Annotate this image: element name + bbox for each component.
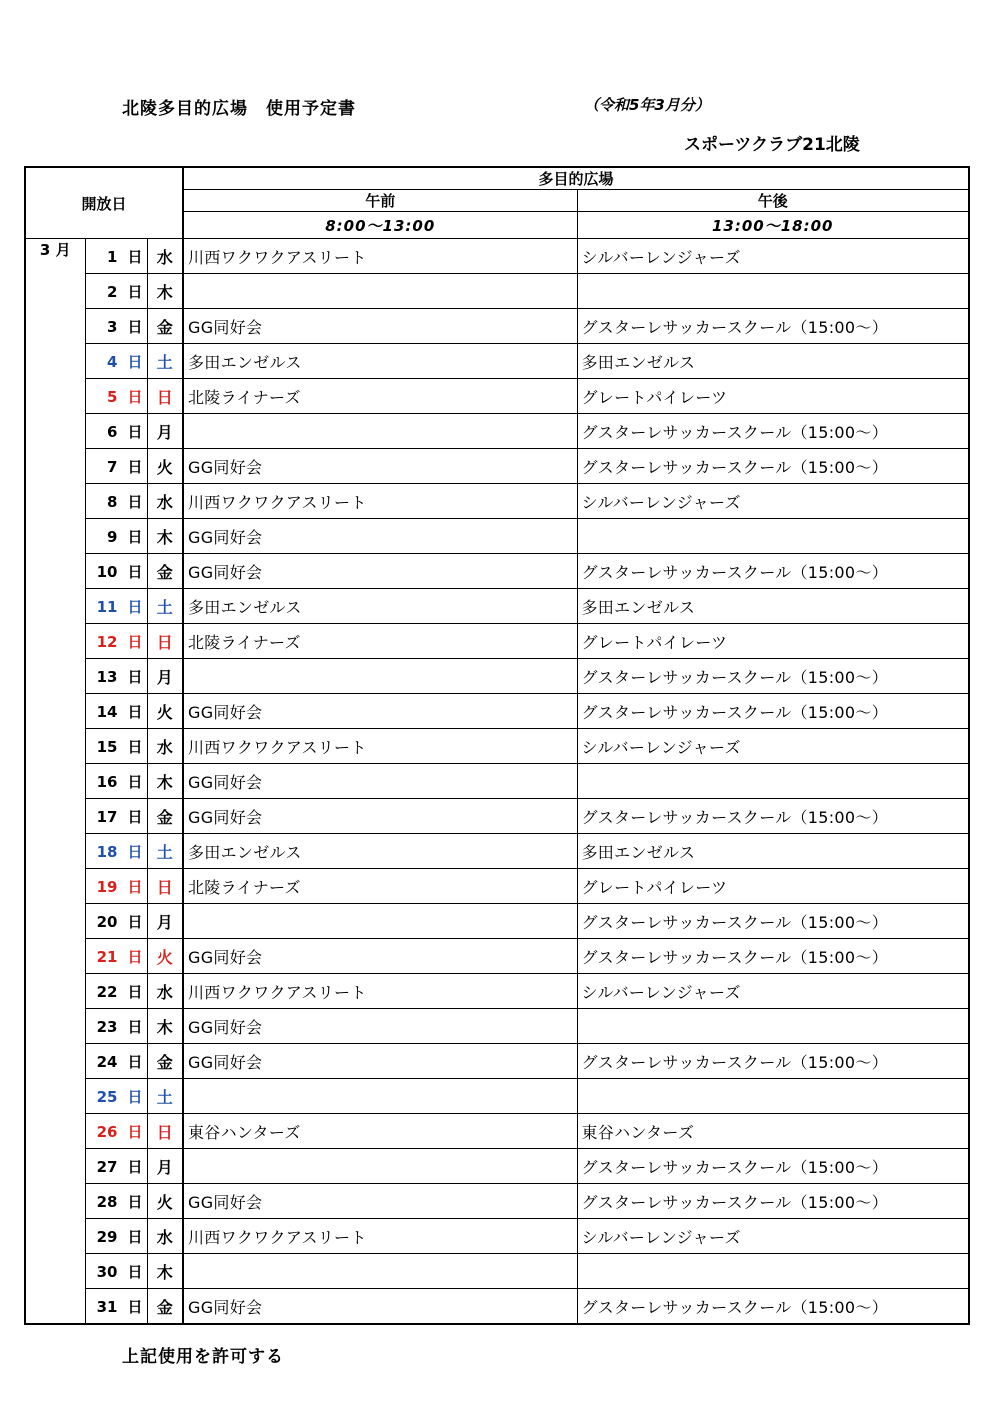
pm-booking-cell: シルバーレンジャーズ xyxy=(577,1219,969,1254)
day-suffix: 日 xyxy=(127,667,143,686)
pm-booking-cell: グスターレサッカースクール（15:00～） xyxy=(577,449,969,484)
am-booking-cell: GG同好会 xyxy=(183,1184,577,1219)
pm-booking-cell: グスターレサッカースクール（15:00～） xyxy=(577,904,969,939)
weekday-cell: 金 xyxy=(147,799,183,834)
schedule-row xyxy=(25,694,969,729)
facility-header: 多目的広場 xyxy=(183,167,969,190)
pm-booking-cell: シルバーレンジャーズ xyxy=(577,974,969,1009)
schedule-row xyxy=(25,1289,969,1325)
period-label: （令和5年3月分） xyxy=(584,96,710,114)
day-number-cell xyxy=(85,1289,147,1325)
day-number-cell xyxy=(85,554,147,589)
day-number: 16 xyxy=(96,772,118,791)
day-number: 24 xyxy=(96,1052,118,1071)
day-number: 13 xyxy=(96,667,118,686)
day-number-cell xyxy=(85,414,147,449)
pm-booking-cell: グスターレサッカースクール（15:00～） xyxy=(577,799,969,834)
schedule-row xyxy=(25,1149,969,1184)
schedule-row xyxy=(25,1044,969,1079)
am-booking-cell: 北陵ライナーズ xyxy=(183,624,577,659)
pm-booking-cell: グスターレサッカースクール（15:00～） xyxy=(577,659,969,694)
schedule-row xyxy=(25,799,969,834)
schedule-row xyxy=(25,729,969,764)
weekday-cell: 火 xyxy=(147,449,183,484)
day-suffix: 日 xyxy=(127,597,143,616)
day-number: 15 xyxy=(96,737,118,756)
weekday-cell: 水 xyxy=(147,239,183,274)
am-booking-cell xyxy=(183,1254,577,1289)
day-number-cell xyxy=(85,1149,147,1184)
day-number-cell xyxy=(85,694,147,729)
am-booking-cell: 北陵ライナーズ xyxy=(183,379,577,414)
day-number: 12 xyxy=(96,632,118,651)
pm-booking-cell: グスターレサッカースクール（15:00～） xyxy=(577,1184,969,1219)
pm-booking-cell: グスターレサッカースクール（15:00～） xyxy=(577,1149,969,1184)
day-suffix: 日 xyxy=(127,1297,143,1316)
am-booking-cell: 東谷ハンターズ xyxy=(183,1114,577,1149)
am-booking-cell: GG同好会 xyxy=(183,1044,577,1079)
day-number: 25 xyxy=(96,1087,118,1106)
day-number-cell xyxy=(85,799,147,834)
schedule-row xyxy=(25,239,969,274)
am-booking-cell: 川西ワクワクアスリート xyxy=(183,729,577,764)
pm-booking-cell: グスターレサッカースクール（15:00～） xyxy=(577,939,969,974)
day-number: 2 xyxy=(107,282,118,301)
day-number-cell xyxy=(85,274,147,309)
day-number-cell xyxy=(85,239,147,274)
schedule-row xyxy=(25,659,969,694)
day-suffix: 日 xyxy=(127,807,143,826)
weekday-cell: 木 xyxy=(147,1009,183,1044)
day-number: 30 xyxy=(96,1262,118,1281)
day-number-cell xyxy=(85,939,147,974)
weekday-cell: 月 xyxy=(147,659,183,694)
day-number: 3 xyxy=(107,317,118,336)
weekday-cell: 金 xyxy=(147,1289,183,1325)
am-booking-cell: GG同好会 xyxy=(183,799,577,834)
day-number: 21 xyxy=(96,947,118,966)
weekday-cell: 土 xyxy=(147,589,183,624)
pm-time-header: 13:00～18:00 xyxy=(577,212,969,239)
weekday-cell: 日 xyxy=(147,869,183,904)
am-booking-cell: 川西ワクワクアスリート xyxy=(183,484,577,519)
am-booking-cell: GG同好会 xyxy=(183,939,577,974)
am-booking-cell: 多田エンゼルス xyxy=(183,834,577,869)
am-booking-cell: 川西ワクワクアスリート xyxy=(183,1219,577,1254)
am-booking-cell xyxy=(183,1149,577,1184)
pm-booking-cell: グレートパイレーツ xyxy=(577,869,969,904)
schedule-row xyxy=(25,1114,969,1149)
weekday-cell: 火 xyxy=(147,1184,183,1219)
day-number-cell xyxy=(85,1009,147,1044)
pm-booking-cell: 東谷ハンターズ xyxy=(577,1114,969,1149)
schedule-row xyxy=(25,414,969,449)
day-suffix: 日 xyxy=(127,877,143,896)
weekday-cell: 木 xyxy=(147,1254,183,1289)
organization-name: スポーツクラブ21北陵 xyxy=(684,135,860,155)
day-number: 31 xyxy=(96,1297,118,1316)
day-number-cell xyxy=(85,729,147,764)
day-suffix: 日 xyxy=(127,982,143,1001)
am-booking-cell: 川西ワクワクアスリート xyxy=(183,239,577,274)
day-suffix: 日 xyxy=(127,352,143,371)
day-number: 4 xyxy=(107,352,118,371)
schedule-row xyxy=(25,624,969,659)
schedule-row xyxy=(25,904,969,939)
pm-booking-cell: 多田エンゼルス xyxy=(577,589,969,624)
weekday-cell: 日 xyxy=(147,624,183,659)
document-title: 北陵多目的広場 使用予定書 xyxy=(122,99,356,119)
day-suffix: 日 xyxy=(127,562,143,581)
pm-booking-cell xyxy=(577,1009,969,1044)
day-number-cell xyxy=(85,449,147,484)
am-booking-cell: GG同好会 xyxy=(183,764,577,799)
day-number-cell xyxy=(85,1184,147,1219)
day-suffix: 日 xyxy=(127,1017,143,1036)
am-booking-cell: GG同好会 xyxy=(183,694,577,729)
schedule-row xyxy=(25,484,969,519)
day-suffix: 日 xyxy=(127,282,143,301)
day-suffix: 日 xyxy=(127,947,143,966)
day-suffix: 日 xyxy=(127,247,143,266)
day-number: 9 xyxy=(107,527,118,546)
pm-booking-cell xyxy=(577,519,969,554)
am-booking-cell: GG同好会 xyxy=(183,1009,577,1044)
day-number-cell xyxy=(85,764,147,799)
day-number-cell xyxy=(85,1114,147,1149)
am-booking-cell: GG同好会 xyxy=(183,554,577,589)
pm-booking-cell xyxy=(577,1079,969,1114)
day-number: 20 xyxy=(96,912,118,931)
weekday-cell: 金 xyxy=(147,1044,183,1079)
am-booking-cell: GG同好会 xyxy=(183,1289,577,1325)
day-suffix: 日 xyxy=(127,527,143,546)
am-booking-cell xyxy=(183,904,577,939)
am-booking-cell: GG同好会 xyxy=(183,519,577,554)
open-day-header: 開放日 xyxy=(25,167,183,239)
day-number-cell xyxy=(85,659,147,694)
weekday-cell: 木 xyxy=(147,519,183,554)
day-suffix: 日 xyxy=(127,737,143,756)
day-number: 1 xyxy=(107,247,118,266)
day-number: 17 xyxy=(96,807,118,826)
day-number-cell xyxy=(85,1079,147,1114)
schedule-table xyxy=(24,166,970,1325)
schedule-row xyxy=(25,1009,969,1044)
day-number-cell xyxy=(85,904,147,939)
weekday-cell: 火 xyxy=(147,694,183,729)
schedule-row xyxy=(25,1254,969,1289)
schedule-row xyxy=(25,274,969,309)
pm-booking-cell xyxy=(577,274,969,309)
day-number: 27 xyxy=(96,1157,118,1176)
am-booking-cell: GG同好会 xyxy=(183,309,577,344)
pm-booking-cell: シルバーレンジャーズ xyxy=(577,484,969,519)
am-header: 午前 xyxy=(183,190,577,212)
day-number: 22 xyxy=(96,982,118,1001)
day-number: 14 xyxy=(96,702,118,721)
day-suffix: 日 xyxy=(127,702,143,721)
weekday-cell: 土 xyxy=(147,1079,183,1114)
day-suffix: 日 xyxy=(127,1157,143,1176)
day-suffix: 日 xyxy=(127,912,143,931)
day-number-cell xyxy=(85,379,147,414)
day-suffix: 日 xyxy=(127,387,143,406)
am-booking-cell: 多田エンゼルス xyxy=(183,589,577,624)
weekday-cell: 月 xyxy=(147,1149,183,1184)
pm-booking-cell: グレートパイレーツ xyxy=(577,624,969,659)
day-suffix: 日 xyxy=(127,632,143,651)
weekday-cell: 水 xyxy=(147,729,183,764)
day-suffix: 日 xyxy=(127,1227,143,1246)
weekday-cell: 水 xyxy=(147,974,183,1009)
schedule-row xyxy=(25,869,969,904)
am-booking-cell: 北陵ライナーズ xyxy=(183,869,577,904)
pm-booking-cell: グスターレサッカースクール（15:00～） xyxy=(577,694,969,729)
schedule-row xyxy=(25,1219,969,1254)
day-number: 7 xyxy=(107,457,118,476)
schedule-row xyxy=(25,554,969,589)
day-number: 23 xyxy=(96,1017,118,1036)
day-number: 18 xyxy=(96,842,118,861)
pm-booking-cell: シルバーレンジャーズ xyxy=(577,729,969,764)
pm-booking-cell: グスターレサッカースクール（15:00～） xyxy=(577,554,969,589)
weekday-cell: 木 xyxy=(147,764,183,799)
schedule-row xyxy=(25,939,969,974)
day-number: 11 xyxy=(96,597,118,616)
weekday-cell: 土 xyxy=(147,834,183,869)
schedule-row xyxy=(25,519,969,554)
day-number-cell xyxy=(85,834,147,869)
pm-booking-cell: グスターレサッカースクール（15:00～） xyxy=(577,414,969,449)
day-number: 29 xyxy=(96,1227,118,1246)
am-booking-cell: 川西ワクワクアスリート xyxy=(183,974,577,1009)
schedule-row xyxy=(25,379,969,414)
schedule-row xyxy=(25,449,969,484)
day-suffix: 日 xyxy=(127,457,143,476)
pm-booking-cell: グレートパイレーツ xyxy=(577,379,969,414)
weekday-cell: 火 xyxy=(147,939,183,974)
day-suffix: 日 xyxy=(127,772,143,791)
schedule-row xyxy=(25,344,969,379)
day-number: 19 xyxy=(96,877,118,896)
pm-header: 午後 xyxy=(577,190,969,212)
weekday-cell: 木 xyxy=(147,274,183,309)
weekday-cell: 土 xyxy=(147,344,183,379)
day-number-cell xyxy=(85,869,147,904)
day-suffix: 日 xyxy=(127,1192,143,1211)
weekday-cell: 金 xyxy=(147,309,183,344)
day-number-cell xyxy=(85,974,147,1009)
day-number-cell xyxy=(85,1044,147,1079)
month-cell: 3 月 xyxy=(25,239,85,1325)
weekday-cell: 日 xyxy=(147,1114,183,1149)
day-suffix: 日 xyxy=(127,492,143,511)
am-booking-cell xyxy=(183,1079,577,1114)
day-suffix: 日 xyxy=(127,422,143,441)
day-number-cell xyxy=(85,1254,147,1289)
pm-booking-cell xyxy=(577,764,969,799)
pm-booking-cell: 多田エンゼルス xyxy=(577,834,969,869)
day-suffix: 日 xyxy=(127,1262,143,1281)
pm-booking-cell: グスターレサッカースクール（15:00～） xyxy=(577,309,969,344)
day-number-cell xyxy=(85,1219,147,1254)
am-booking-cell: 多田エンゼルス xyxy=(183,344,577,379)
schedule-row xyxy=(25,834,969,869)
day-suffix: 日 xyxy=(127,1122,143,1141)
day-number: 5 xyxy=(107,387,118,406)
day-number: 28 xyxy=(96,1192,118,1211)
weekday-cell: 月 xyxy=(147,414,183,449)
am-booking-cell xyxy=(183,659,577,694)
schedule-row xyxy=(25,1184,969,1219)
weekday-cell: 水 xyxy=(147,1219,183,1254)
schedule-row xyxy=(25,1079,969,1114)
weekday-cell: 金 xyxy=(147,554,183,589)
schedule-row xyxy=(25,764,969,799)
day-suffix: 日 xyxy=(127,842,143,861)
am-booking-cell: GG同好会 xyxy=(183,449,577,484)
day-number: 6 xyxy=(107,422,118,441)
day-number: 26 xyxy=(96,1122,118,1141)
pm-booking-cell: シルバーレンジャーズ xyxy=(577,239,969,274)
day-number-cell xyxy=(85,484,147,519)
am-booking-cell xyxy=(183,274,577,309)
pm-booking-cell: グスターレサッカースクール（15:00～） xyxy=(577,1289,969,1325)
day-number: 10 xyxy=(96,562,118,581)
day-number-cell xyxy=(85,309,147,344)
day-number-cell xyxy=(85,624,147,659)
weekday-cell: 水 xyxy=(147,484,183,519)
schedule-row xyxy=(25,309,969,344)
day-suffix: 日 xyxy=(127,1052,143,1071)
schedule-row xyxy=(25,589,969,624)
day-suffix: 日 xyxy=(127,1087,143,1106)
pm-booking-cell: グスターレサッカースクール（15:00～） xyxy=(577,1044,969,1079)
day-number-cell xyxy=(85,344,147,379)
schedule-row xyxy=(25,974,969,1009)
weekday-cell: 日 xyxy=(147,379,183,414)
am-booking-cell xyxy=(183,414,577,449)
day-suffix: 日 xyxy=(127,317,143,336)
weekday-cell: 月 xyxy=(147,904,183,939)
approval-text: 上記使用を許可する xyxy=(122,1347,284,1367)
am-time-header: 8:00～13:00 xyxy=(183,212,577,239)
pm-booking-cell xyxy=(577,1254,969,1289)
day-number: 8 xyxy=(107,492,118,511)
pm-booking-cell: 多田エンゼルス xyxy=(577,344,969,379)
day-number-cell xyxy=(85,589,147,624)
day-number-cell xyxy=(85,519,147,554)
schedule-body xyxy=(25,239,969,1325)
